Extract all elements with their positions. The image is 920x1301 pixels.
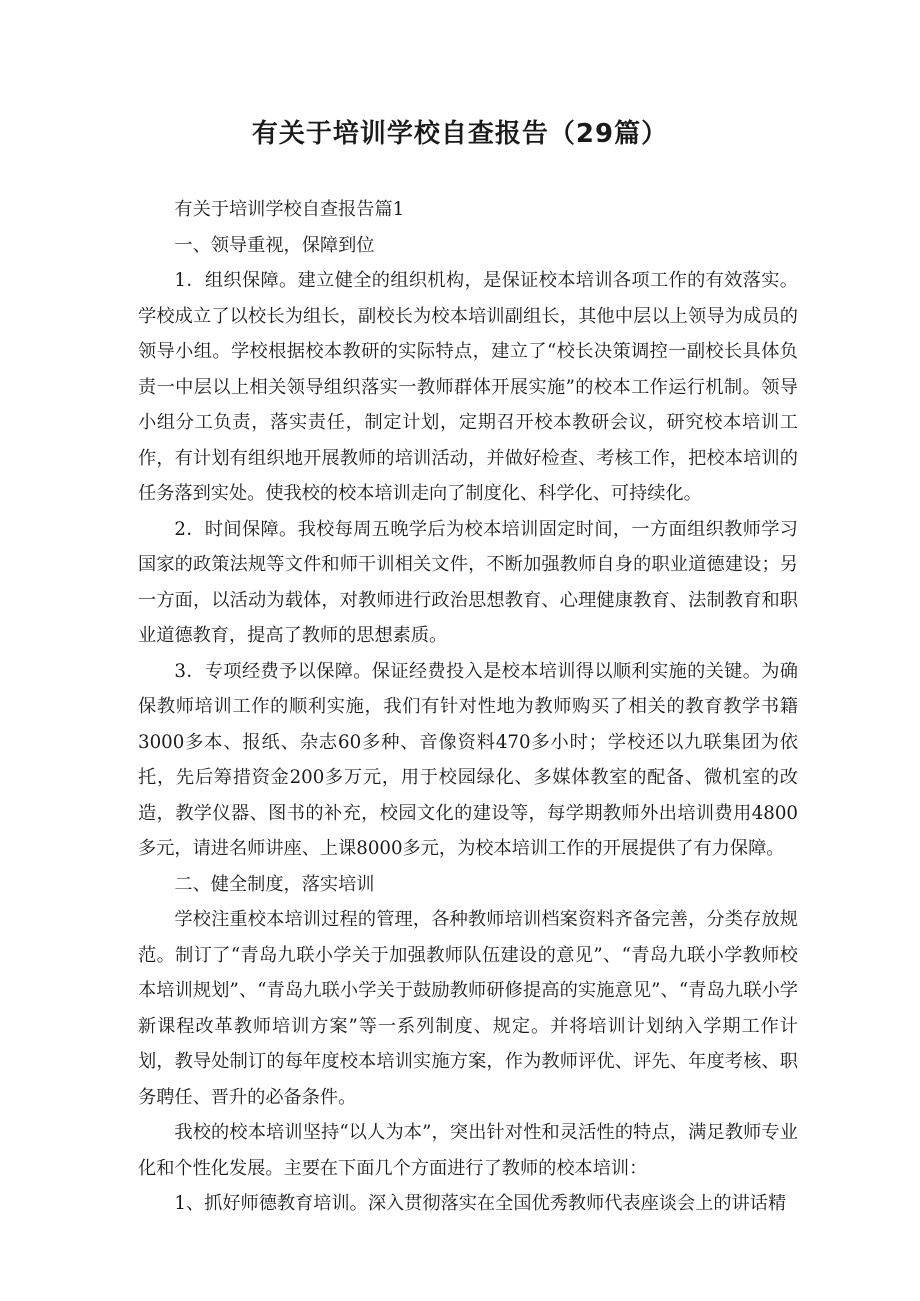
paragraph-funding: 3．专项经费予以保障。保证经费投入是校本培训得以顺利实施的关键。为确保教师培训工作的顺利实施，我们有针对性地为教师购买了相关的教育教学书籍3000多本、报纸、杂志60多种、音像资料470多小时；学校还以九联集团为依托，先后筹措资金200多万元，用于校园绿化、多媒体教室的配备、微机室的改造，教学仪器、图书的补充，校园文化的建设等，每学期教师外出培训费用4800多元，请进名师讲座、上课8000多元，为校本培训工作的开展提供了有力保障。 <box>138 660 798 859</box>
section-heading-2: 二、健全制度，落实培训 <box>174 873 375 895</box>
paragraph-organization: 1．组织保障。建立健全的组织机构，是保证校本培训各项工作的有效落实。学校成立了以校长为组长，副校长为校本培训副组长，其他中层以上领导为成员的领导小组。学校根据校本教研的实际特点，建立了“校长决策调控一副校长具体负责一中层以上相关领导组织落实一教师群体开展实施”的校本工作运行机制。领导小组分工负责，落实责任，制定计划，定期召开校本教研会议，研究校本培训工作，有计划有组织地开展教师的培训活动，并做好检查、考核工作，把校本培训的任务落到实处。使我校的校本培训走向了制度化、科学化、可持续化。 <box>138 270 798 504</box>
section-heading-1: 一、领导重视，保障到位 <box>174 234 375 256</box>
paragraph-people-oriented: 我校的校本培训坚持“以人为本”，突出针对性和灵活性的特点，满足教师专业化和个性化发展。主要在下面几个方面进行了教师的校本培训： <box>138 1122 798 1179</box>
document-title: 有关于培训学校自查报告（29篇） <box>251 119 669 149</box>
section-subtitle: 有关于培训学校自查报告篇1 <box>174 199 405 220</box>
paragraph-ethics: 1、抓好师德教育培训。深入贯彻落实在全国优秀教师代表座谈会上的讲话精 <box>174 1193 787 1214</box>
paragraph-management: 学校注重校本培训过程的管理，各种教师培训档案资料齐备完善，分类存放规范。制订了“青岛九联小学关于加强教师队伍建设的意见”、“青岛九联小学教师校本培训规划”、“青岛九联小学关于鼓励教师研修提高的实施意见”、“青岛九联小学新课程改革教师培训方案”等一系列制度、规定。并将培训计划纳入学期工作计划，教导处制订的每年度校本培训实施方案，作为教师评优、评先、年度考核、职务聘任、晋升的必备条件。 <box>138 909 798 1108</box>
paragraph-time: 2．时间保障。我校每周五晚学后为校本培训固定时间，一方面组织教师学习国家的政策法规等文件和师干训相关文件，不断加强教师自身的职业道德建设；另一方面，以活动为载体，对教师进行政治思想教育、心理健康教育、法制教育和职业道德教育，提高了教师的思想素质。 <box>138 518 798 646</box>
document-body <box>138 192 798 1222</box>
